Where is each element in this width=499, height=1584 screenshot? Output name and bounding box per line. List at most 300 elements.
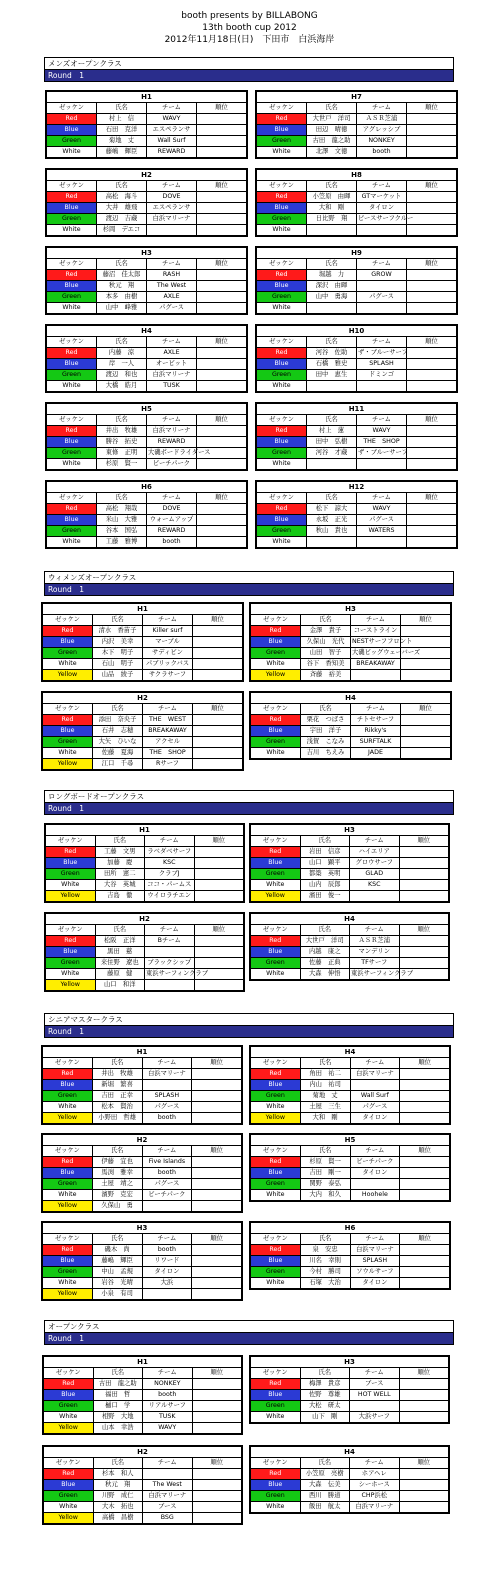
team-name: SURFTALK <box>351 737 401 748</box>
surfer-name: 松本 賢治 <box>92 1102 142 1113</box>
rank-cell <box>401 670 451 681</box>
heat-title: H4 <box>47 326 247 337</box>
table-row <box>257 437 457 448</box>
surfer-name: 土屋 三生 <box>300 1102 350 1113</box>
column-header-rank: 順位 <box>399 1368 449 1379</box>
surfer-name: 斉藤 裕美 <box>301 670 351 681</box>
bib-color-cell: Red <box>257 426 307 437</box>
column-header-team: チーム <box>145 925 195 936</box>
bib-color-cell: Blue <box>251 1256 301 1267</box>
bib-color-cell: Blue <box>47 515 97 526</box>
round-bar: Round 1 <box>44 70 454 82</box>
team-name: タイロン <box>350 1113 400 1124</box>
bib-color-cell: Blue <box>251 1080 301 1091</box>
surfer-name: 岩田 信彦 <box>300 847 350 858</box>
table-row <box>47 303 247 314</box>
bib-color-cell: White <box>43 1102 93 1113</box>
rank-cell <box>399 936 449 947</box>
table-row <box>251 659 451 670</box>
round-bar: Round 1 <box>44 584 454 596</box>
table-row <box>47 437 247 448</box>
team-name: リアルサーフ <box>143 1401 193 1412</box>
column-header-team: チーム <box>147 493 197 504</box>
bib-color-cell: Blue <box>251 637 301 648</box>
bib-color-cell: Blue <box>43 1080 93 1091</box>
surfer-name: 井出 牧雄 <box>97 426 147 437</box>
table-row <box>251 1190 450 1201</box>
bib-color-cell: Red <box>46 936 96 947</box>
bib-color-cell: Red <box>43 1069 93 1080</box>
table-row <box>251 1469 449 1480</box>
team-name: Wall Surf <box>350 1091 400 1102</box>
bib-color-cell: Red <box>251 1157 301 1168</box>
bib-color-cell: White <box>251 969 301 980</box>
bib-color-cell: Blue <box>251 1168 301 1179</box>
table-row <box>47 370 247 381</box>
surfer-name: 内藤 涼 <box>97 348 147 359</box>
table-row <box>43 1201 242 1212</box>
team-name <box>357 537 407 548</box>
rank-cell <box>407 192 457 203</box>
surfer-name: 大森 伸悟 <box>300 969 350 980</box>
team-name <box>350 1080 400 1091</box>
heat-table <box>43 1446 242 1524</box>
surfer-name: 堀越 力 <box>307 270 357 281</box>
surfer-name: 藤原 健 <box>95 969 145 980</box>
rank-cell <box>401 659 451 670</box>
table-row <box>251 891 449 902</box>
bib-color-cell: Green <box>251 1491 301 1502</box>
team-name: Hoohele <box>350 1190 400 1201</box>
table-row <box>43 1091 242 1102</box>
column-header-team: チーム <box>143 1368 193 1379</box>
column-header-rank: 順位 <box>197 337 247 348</box>
team-name: Five Islands <box>142 1157 192 1168</box>
column-header-team: チーム <box>147 103 197 114</box>
column-header-name: 氏名 <box>93 615 143 626</box>
surfer-name: 来住野 遼也 <box>95 958 145 969</box>
bib-color-cell: Red <box>43 1157 93 1168</box>
bib-color-cell: Green <box>47 526 97 537</box>
heat-title: H4 <box>251 693 451 704</box>
surfer-name: 泉 安忠 <box>300 1245 350 1256</box>
surfer-name: 秋元 翔 <box>93 1480 143 1491</box>
surfer-name: 古田 龍之助 <box>93 1379 143 1390</box>
surfer-name: 石田 克洋 <box>97 125 147 136</box>
surfer-name: 田中 弘樹 <box>307 437 357 448</box>
rank-cell <box>399 891 449 902</box>
rank-cell <box>407 537 457 548</box>
team-name: AXLE <box>147 292 197 303</box>
rank-cell <box>399 1379 449 1390</box>
round-bar: Round 1 <box>44 803 454 815</box>
bib-color-cell: White <box>46 880 96 891</box>
column-header-rank: 順位 <box>400 1146 450 1157</box>
team-name: The West <box>143 1480 193 1491</box>
table-row <box>44 1502 242 1513</box>
bib-color-cell: White <box>257 303 307 314</box>
table-row <box>251 715 451 726</box>
column-header-team: チーム <box>143 615 193 626</box>
rank-cell <box>193 648 243 659</box>
column-header-team: チーム <box>351 615 401 626</box>
heat-table <box>250 824 449 902</box>
surfer-name: 山品 綾子 <box>93 670 143 681</box>
bib-color-cell: Blue <box>47 125 97 136</box>
rank-cell <box>192 1502 242 1513</box>
heat-title: H10 <box>257 326 457 337</box>
table-row <box>257 370 457 381</box>
heat-title: H2 <box>46 914 244 925</box>
surfer-name: 西川 勝道 <box>300 1491 350 1502</box>
surfer-name: 大和 剛 <box>307 203 357 214</box>
surfer-name: 大木 拓也 <box>93 1502 143 1513</box>
team-name: Wall Surf <box>147 136 197 147</box>
surfer-name: 松阪 正洋 <box>95 936 145 947</box>
column-header-name: 氏名 <box>93 704 143 715</box>
table-row <box>47 225 247 236</box>
surfer-name: 工藤 雅博 <box>97 537 147 548</box>
table-row <box>251 936 449 947</box>
heat-table <box>256 481 457 548</box>
table-row <box>257 359 457 370</box>
rank-cell <box>194 980 244 991</box>
team-name: ＡＳＲ芝浦 <box>350 936 400 947</box>
rank-cell <box>400 1069 450 1080</box>
surfer-name: 菊地 丈 <box>97 136 147 147</box>
team-name: KSC <box>145 858 195 869</box>
bib-color-cell: Yellow <box>46 891 96 902</box>
table-row <box>251 1267 450 1278</box>
surfer-name: 高松 海斗 <box>97 192 147 203</box>
table-row <box>257 147 457 158</box>
team-name: THE SHOP <box>143 748 193 759</box>
surfer-name: 中山 孟規 <box>92 1267 142 1278</box>
rank-cell <box>194 880 244 891</box>
column-header-bib: ゼッケン <box>47 493 97 504</box>
column-header-name: 氏名 <box>92 1058 142 1069</box>
table-row <box>257 281 457 292</box>
bib-color-cell: Green <box>257 292 307 303</box>
column-header-team: チーム <box>143 1458 193 1469</box>
column-header-bib: ゼッケン <box>43 1058 93 1069</box>
column-header-bib: ゼッケン <box>43 1234 93 1245</box>
bib-color-cell: Red <box>47 426 97 437</box>
team-name: リワード <box>142 1256 192 1267</box>
table-row <box>257 448 457 459</box>
team-name: THE WEST <box>143 715 193 726</box>
surfer-name: 田辺 晴徳 <box>307 125 357 136</box>
team-name: The West <box>147 281 197 292</box>
team-name: ブース <box>350 1379 400 1390</box>
heat-title: H3 <box>251 604 451 615</box>
heat-table <box>46 247 247 314</box>
team-name: AXLE <box>147 348 197 359</box>
team-name: ホアヘレ <box>350 1469 400 1480</box>
team-name <box>357 225 407 236</box>
table-row <box>47 359 247 370</box>
bib-color-cell: Green <box>251 648 301 659</box>
surfer-name: 大世戸 洋司 <box>300 936 350 947</box>
team-name: WAVY <box>357 426 407 437</box>
bib-color-cell: Green <box>47 448 97 459</box>
rank-cell <box>407 225 457 236</box>
column-header-name: 氏名 <box>92 1146 142 1157</box>
table-row <box>46 947 244 958</box>
team-name: 白浜マリーナ <box>350 1069 400 1080</box>
rank-cell <box>400 1245 450 1256</box>
bib-color-cell: Blue <box>46 858 96 869</box>
rank-cell <box>192 1256 242 1267</box>
team-name: パブリックバス <box>143 659 193 670</box>
bib-color-cell: Blue <box>43 1168 93 1179</box>
team-name: マンデリン <box>350 947 400 958</box>
surfer-name: 新堀 繁喜 <box>92 1080 142 1091</box>
rank-cell <box>407 114 457 125</box>
table-row <box>251 1179 450 1190</box>
rank-cell <box>197 526 247 537</box>
heat-table <box>250 1446 449 1513</box>
column-header-name: 氏名 <box>97 337 147 348</box>
surfer-name: 岩谷 光晴 <box>92 1278 142 1289</box>
team-name: 白浜マリーナ <box>143 1491 193 1502</box>
rank-cell <box>194 869 244 880</box>
team-name: SPLASH <box>142 1091 192 1102</box>
column-header-team: チーム <box>145 836 195 847</box>
team-name: ハイエリア <box>350 847 400 858</box>
team-name <box>350 891 400 902</box>
bib-color-cell: Red <box>251 1469 301 1480</box>
heat-h4 <box>249 691 452 760</box>
surfer-name <box>307 225 357 236</box>
bib-color-cell: Green <box>257 370 307 381</box>
team-name: パグース <box>147 303 197 314</box>
surfer-name: 菊地 丈 <box>300 1091 350 1102</box>
bib-color-cell: White <box>47 147 97 158</box>
surfer-name: 吉田 剛一 <box>300 1168 350 1179</box>
table-row <box>43 648 243 659</box>
column-header-bib: ゼッケン <box>251 1458 301 1469</box>
column-header-team: チーム <box>142 1146 192 1157</box>
bib-color-cell: Red <box>251 715 301 726</box>
column-header-bib: ゼッケン <box>251 615 301 626</box>
column-header-bib: ゼッケン <box>47 415 97 426</box>
bib-color-cell: Yellow <box>251 891 301 902</box>
column-header-name: 氏名 <box>301 704 351 715</box>
rank-cell <box>197 537 247 548</box>
bib-color-cell: White <box>257 147 307 158</box>
rank-cell <box>400 1113 450 1124</box>
heat-table <box>42 1134 242 1212</box>
column-header-bib: ゼッケン <box>46 925 96 936</box>
rank-cell <box>400 1080 450 1091</box>
table-row <box>251 1069 450 1080</box>
team-name: Bチーム <box>145 936 195 947</box>
bib-color-cell: White <box>43 659 93 670</box>
heat-h1 <box>41 1045 243 1125</box>
section-1 <box>44 571 454 596</box>
bib-color-cell: Blue <box>47 281 97 292</box>
bib-color-cell: White <box>251 659 301 670</box>
bib-color-cell: Red <box>47 348 97 359</box>
table-row <box>47 504 247 515</box>
rank-cell <box>192 1168 242 1179</box>
surfer-name: 藤嶋 輝臣 <box>97 147 147 158</box>
heat-h6 <box>45 480 248 549</box>
table-row <box>47 136 247 147</box>
surfer-name: 杉原 賢一 <box>300 1157 350 1168</box>
table-row <box>251 1102 450 1113</box>
column-header-name: 氏名 <box>93 1458 143 1469</box>
column-header-name: 氏名 <box>97 103 147 114</box>
surfer-name: 加藤 慶 <box>95 858 145 869</box>
table-row <box>46 969 244 980</box>
bib-color-cell: White <box>251 880 301 891</box>
rank-cell <box>194 936 244 947</box>
rank-cell <box>399 1412 449 1423</box>
team-name: THE SHOP <box>357 437 407 448</box>
rank-cell <box>407 526 457 537</box>
team-name: ソウルサーフ <box>350 1267 400 1278</box>
column-header-rank: 順位 <box>407 103 457 114</box>
column-header-team: チーム <box>351 704 401 715</box>
surfer-name: 濱野 克宏 <box>92 1190 142 1201</box>
surfer-name: 土屋 靖之 <box>92 1179 142 1190</box>
header-line-3: 2012年11月18日(日) 下田市 白浜海岸 <box>164 35 335 45</box>
rank-cell <box>197 504 247 515</box>
section-0 <box>44 57 454 82</box>
bib-color-cell: Red <box>44 1469 94 1480</box>
table-row <box>251 1157 450 1168</box>
team-name: WAVY <box>143 1423 193 1434</box>
bib-color-cell: Green <box>47 136 97 147</box>
table-row <box>43 1190 242 1201</box>
heat-title: H1 <box>47 92 247 103</box>
rank-cell <box>407 370 457 381</box>
surfer-name: 山中 峰雅 <box>97 303 147 314</box>
bib-color-cell: Green <box>257 448 307 459</box>
column-header-name: 氏名 <box>95 925 145 936</box>
column-header-rank: 順位 <box>197 181 247 192</box>
team-name: REWARD <box>147 147 197 158</box>
team-name: 白浜マリーナ <box>147 214 197 225</box>
column-header-team: チーム <box>357 103 407 114</box>
surfer-name: 黒田 慈 <box>95 947 145 958</box>
team-name: booth <box>142 1113 192 1124</box>
team-name: パグース <box>357 515 407 526</box>
team-name: booth <box>143 1390 193 1401</box>
bib-color-cell: White <box>257 381 307 392</box>
bib-color-cell: Green <box>43 1179 93 1190</box>
heat-table <box>42 692 243 770</box>
team-name <box>142 1201 192 1212</box>
rank-cell <box>400 1267 450 1278</box>
surfer-name: 浅賀 こなみ <box>301 737 351 748</box>
table-row <box>46 936 244 947</box>
column-header-rank: 順位 <box>192 1368 242 1379</box>
column-header-bib: ゼッケン <box>251 1234 301 1245</box>
heat-title: H11 <box>257 404 457 415</box>
column-header-rank: 順位 <box>407 337 457 348</box>
surfer-name: 渡辺 和也 <box>97 370 147 381</box>
round-bar: Round 1 <box>44 1333 454 1345</box>
column-header-rank: 順位 <box>192 1234 242 1245</box>
column-header-team: チーム <box>350 1458 400 1469</box>
bib-color-cell: Red <box>251 847 301 858</box>
rank-cell <box>399 947 449 958</box>
column-header-rank: 順位 <box>194 836 244 847</box>
bib-color-cell: Blue <box>47 437 97 448</box>
bib-color-cell: Yellow <box>251 1113 301 1124</box>
rank-cell <box>192 1289 242 1300</box>
rank-cell <box>192 1390 242 1401</box>
bib-color-cell: Green <box>251 1179 301 1190</box>
section-4 <box>44 1320 454 1345</box>
table-row <box>251 1091 450 1102</box>
surfer-name <box>307 381 357 392</box>
rank-cell <box>399 1390 449 1401</box>
column-header-bib: ゼッケン <box>43 615 93 626</box>
bib-color-cell: Red <box>47 192 97 203</box>
table-row <box>251 1502 449 1513</box>
team-name: HOT WELL <box>350 1390 400 1401</box>
column-header-bib: ゼッケン <box>47 337 97 348</box>
table-row <box>251 969 449 980</box>
heat-h6 <box>249 1221 451 1290</box>
column-header-bib: ゼッケン <box>257 415 307 426</box>
surfer-name: 勝谷 拓史 <box>97 437 147 448</box>
surfer-name: 杉本 和人 <box>93 1469 143 1480</box>
team-name: シーホース <box>350 1480 400 1491</box>
team-name: RASH <box>147 270 197 281</box>
bib-color-cell: Red <box>47 114 97 125</box>
table-row <box>251 1491 449 1502</box>
team-name: グロウサーフ <box>350 858 400 869</box>
bib-color-cell: Red <box>251 626 301 637</box>
table-row <box>43 637 243 648</box>
team-name <box>357 459 407 470</box>
heat-title: H6 <box>47 482 247 493</box>
rank-cell <box>399 1491 449 1502</box>
bib-color-cell: Red <box>43 715 93 726</box>
heat-title: H4 <box>251 1447 449 1458</box>
rank-cell <box>192 1102 242 1113</box>
rank-cell <box>194 958 244 969</box>
bib-color-cell: Blue <box>43 726 93 737</box>
table-row <box>43 670 243 681</box>
table-row <box>43 715 243 726</box>
column-header-rank: 順位 <box>399 836 449 847</box>
column-header-rank: 順位 <box>194 925 244 936</box>
rank-cell <box>197 459 247 470</box>
team-name: TUSK <box>147 381 197 392</box>
surfer-name: 相野 大地 <box>93 1412 143 1423</box>
surfer-name: 石井 志穂 <box>93 726 143 737</box>
surfer-name: 岸 一人 <box>97 359 147 370</box>
column-header-rank: 順位 <box>407 415 457 426</box>
surfer-name: 大橋 皓月 <box>97 381 147 392</box>
bib-color-cell: Blue <box>257 359 307 370</box>
column-header-bib: ゼッケン <box>43 1146 93 1157</box>
table-row <box>257 125 457 136</box>
heat-title: H3 <box>47 248 247 259</box>
column-header-team: チーム <box>147 337 197 348</box>
rank-cell <box>192 1069 242 1080</box>
surfer-name <box>307 459 357 470</box>
rank-cell <box>407 292 457 303</box>
rank-cell <box>192 1201 242 1212</box>
team-name: パグース <box>350 1102 400 1113</box>
